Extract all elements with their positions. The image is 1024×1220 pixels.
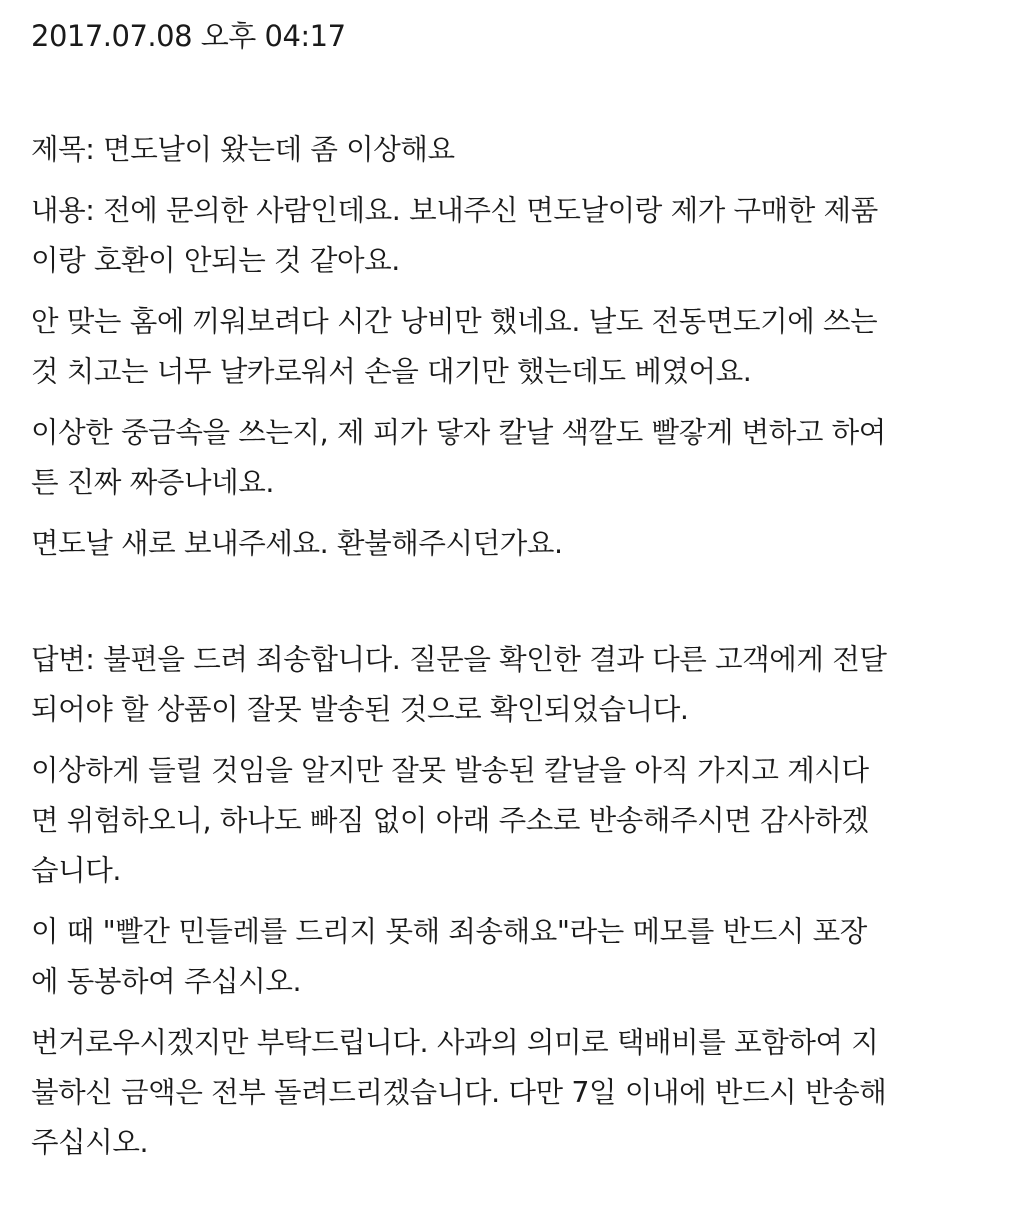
paragraph-line: 번거로우시겠지만 부탁드립니다. 사과의 의미로 택배비를 포함하여 지: [31, 1026, 879, 1059]
paragraph-line: 불하신 금액은 전부 돌려드리겠습니다. 다만 7일 이내에 반드시 반송해: [31, 1076, 887, 1109]
paragraph-line: 전에 문의한 사람인데요. 보내주신 면도날이랑 제가 구매한 제품: [103, 194, 878, 227]
inquiry-title: [31, 125, 998, 175]
inquiry-paragraph: [31, 408, 998, 508]
paragraph-line: 이 때 "빨간 민들레를 드리지 못해 죄송해요"라는 메모를 반드시 포장: [31, 915, 867, 948]
answer-paragraph: [31, 746, 998, 896]
paragraph-line: 이상하게 들릴 것임을 알지만 잘못 발송된 칼날을 아직 가지고 계시다: [31, 754, 869, 787]
paragraph-line: 안 맞는 홈에 끼워보려다 시간 낭비만 했네요. 날도 전동면도기에 쓰는: [31, 305, 878, 338]
paragraph-line: 면도날 새로 보내주세요. 환불해주시던가요.: [31, 527, 563, 560]
timestamp: 2017.07.08 오후 04:17: [31, 19, 346, 53]
inquiry-paragraph: [31, 519, 998, 569]
answer-paragraph: [31, 635, 998, 735]
inquiry-section: [31, 125, 998, 569]
paragraph-line: 것 치고는 너무 날카로워서 손을 대기만 했는데도 베였어요.: [31, 355, 752, 388]
answer-section: [31, 635, 998, 1168]
paragraph-line: 에 동봉하여 주십시오.: [31, 965, 302, 998]
answer-paragraph: [31, 907, 998, 1007]
title-text: 면도날이 왔는데 좀 이상해요: [103, 133, 455, 166]
title-label: 제목:: [31, 133, 95, 166]
paragraph-line: 불편을 드려 죄송합니다. 질문을 확인한 결과 다른 고객에게 전달: [103, 643, 887, 676]
inquiry-paragraph: [31, 297, 998, 397]
paragraph-line: 면 위험하오니, 하나도 빠짐 없이 아래 주소로 반송해주시면 감사하겠: [31, 804, 869, 837]
paragraph-line: 튼 진짜 짜증나네요.: [31, 466, 275, 499]
paragraph-line: 되어야 할 상품이 잘못 발송된 것으로 확인되었습니다.: [31, 693, 689, 726]
inquiry-paragraph: [31, 186, 998, 286]
paragraph-line: 이상한 중금속을 쓰는지, 제 피가 닿자 칼날 색깔도 빨갛게 변하고 하여: [31, 416, 886, 449]
content-label: 내용:: [31, 194, 95, 227]
paragraph-line: 습니다.: [31, 854, 122, 887]
answer-paragraph: [31, 1018, 998, 1168]
paragraph-line: 주십시오.: [31, 1126, 149, 1159]
answer-label: 답변:: [31, 643, 95, 676]
paragraph-line: 이랑 호환이 안되는 것 같아요.: [31, 244, 400, 277]
